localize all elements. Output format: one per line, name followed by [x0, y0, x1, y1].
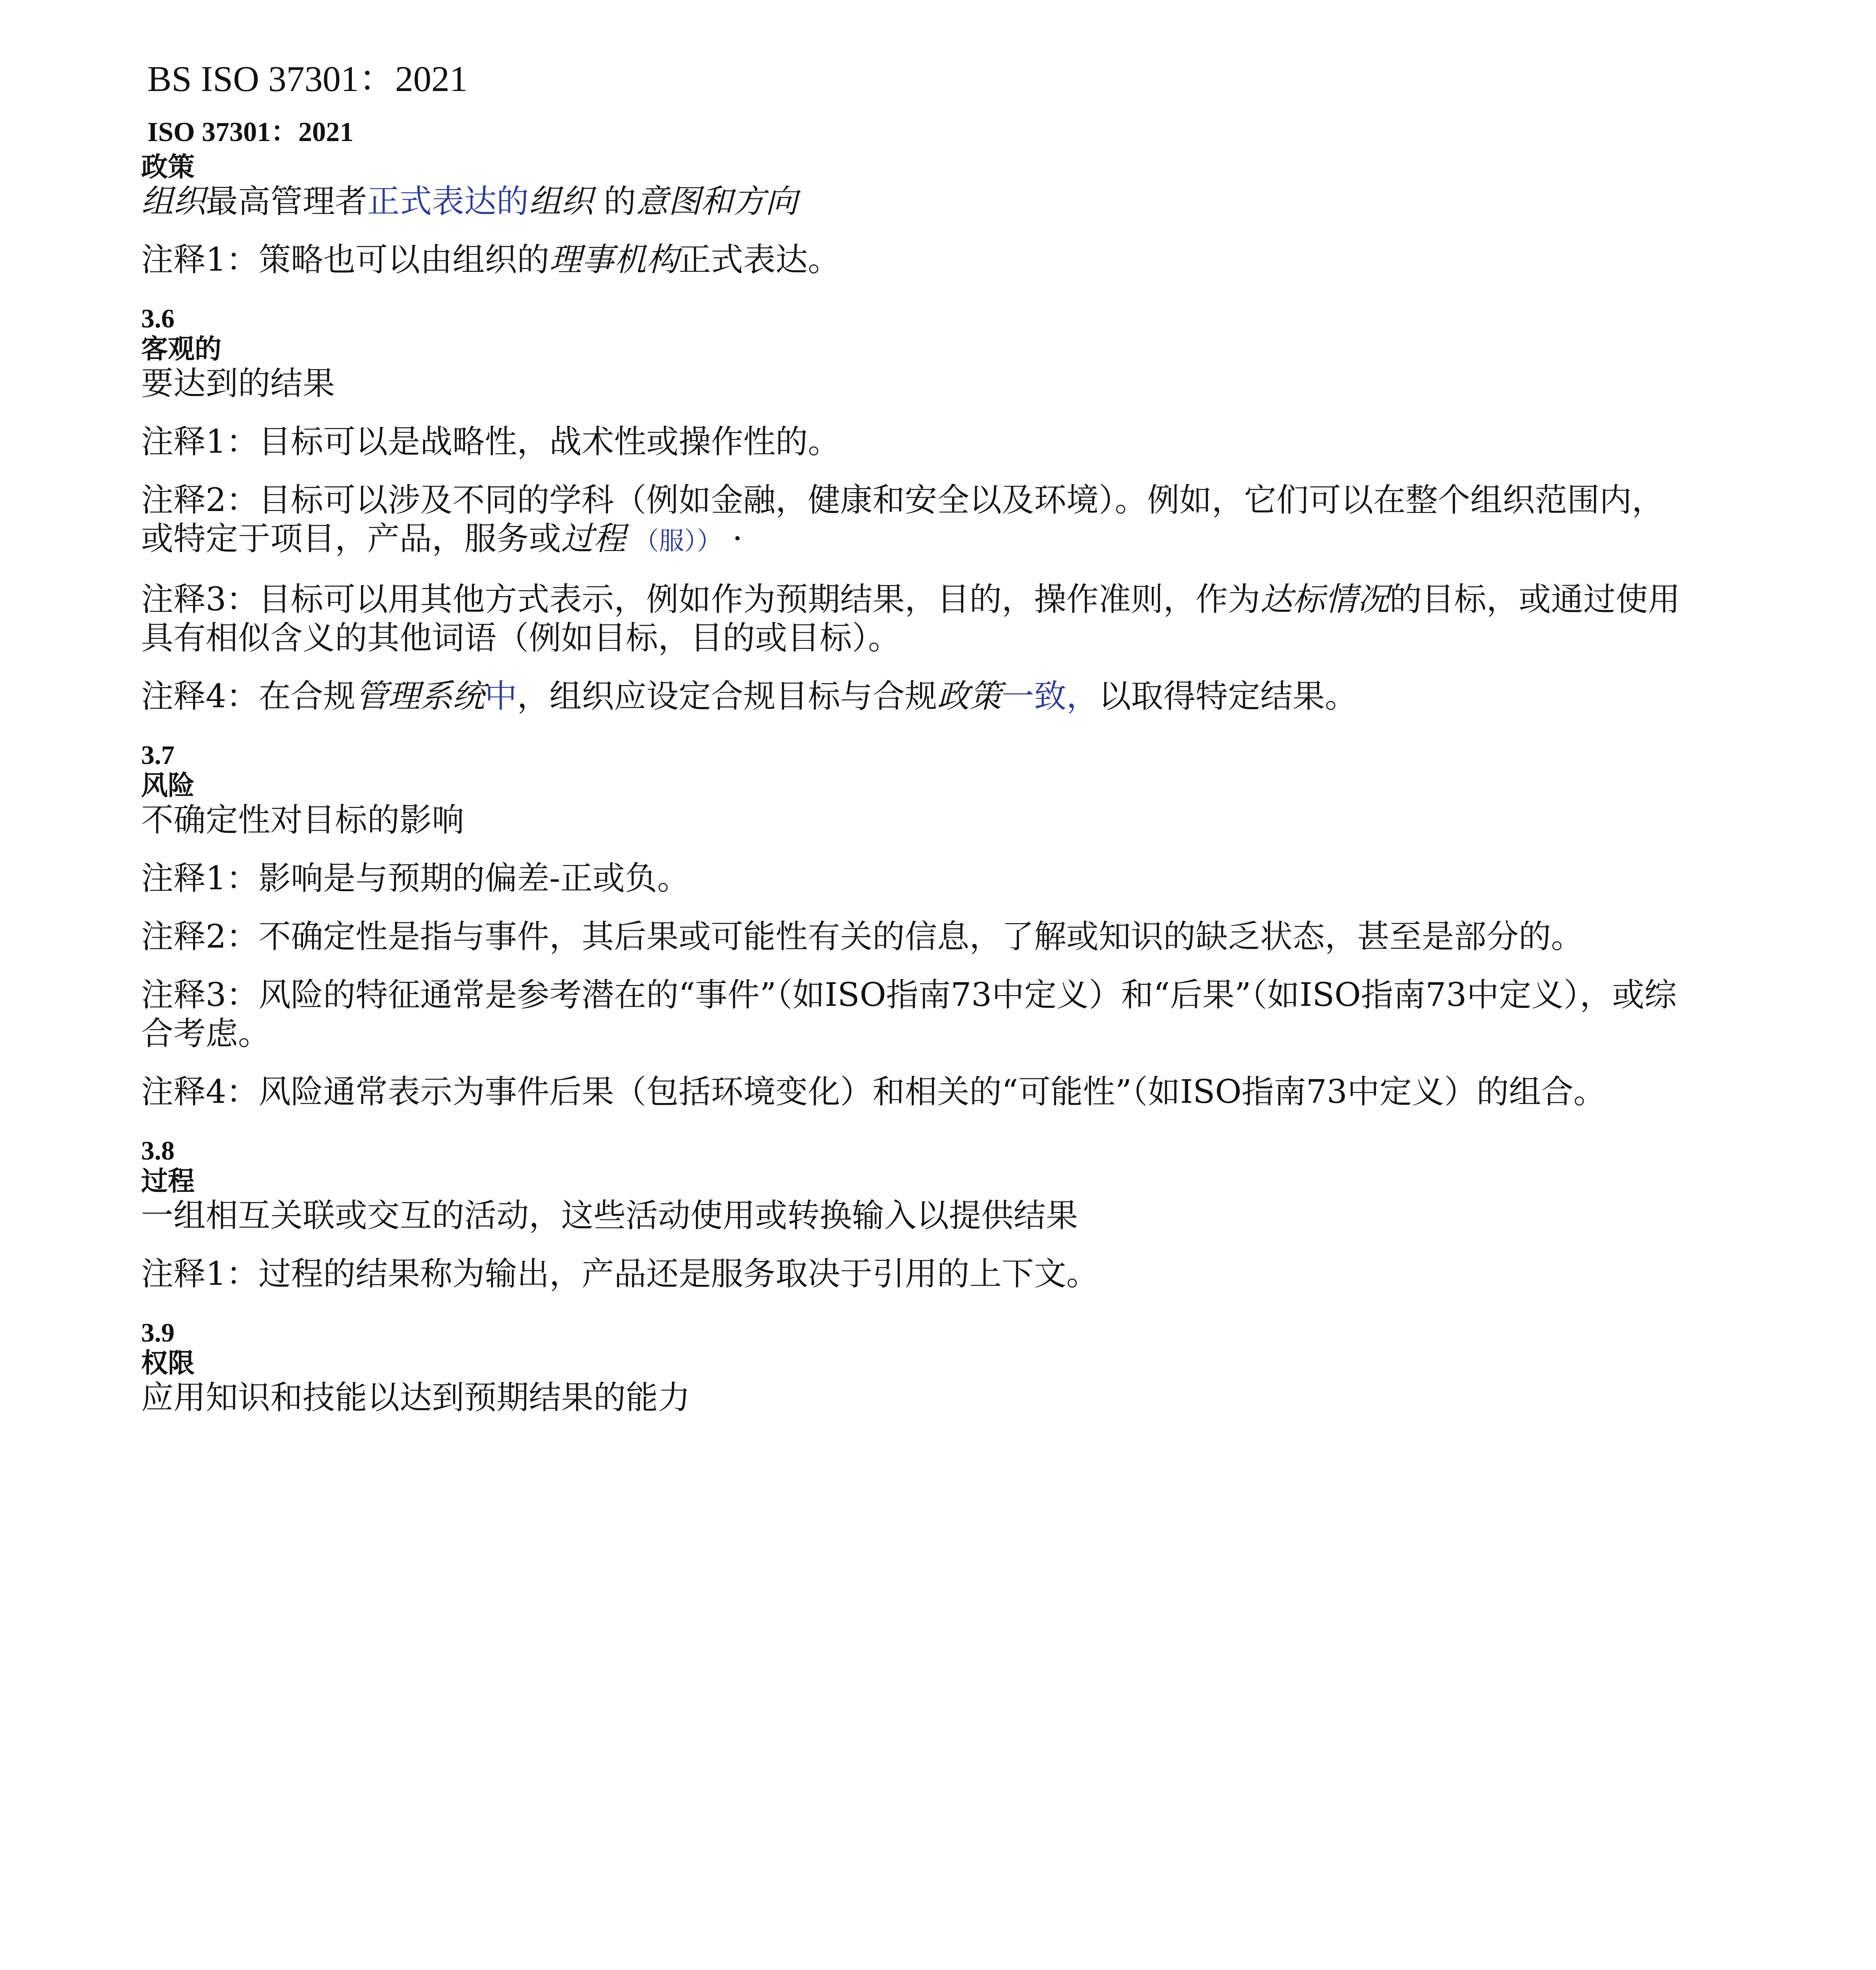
definition-process: 一组相互关联或交互的活动，这些活动使用或转换输入以提供结果: [141, 1197, 1078, 1234]
note-link[interactable]: （服））: [626, 527, 722, 556]
note-link[interactable]: 中: [485, 678, 517, 715]
term-risk: 风险: [141, 770, 195, 801]
definition-objective: 要达到的结果: [141, 365, 335, 402]
note-span: 政策: [937, 678, 1002, 715]
term-number-3-9: 3.9: [141, 1318, 175, 1347]
note-3-7-2: 注释2：不确定性是指与事件，其后果或可能性有关的信息，了解或知识的缺乏状态，甚至是部分的。: [141, 918, 1584, 955]
note-span: 注释3：目标可以用其他方式表示，例如作为预期结果，目的，操作准则，作为: [141, 581, 1261, 618]
note-span: 正式表达。: [679, 241, 840, 279]
note-span: 注释4：在合规: [141, 678, 356, 715]
term-number-3-8: 3.8: [141, 1136, 175, 1165]
note-3-7-4: 注释4：风险通常表示为事件后果（包括环境变化）和相关的“可能性”（如ISO指南73中定义）的组合。: [141, 1073, 1606, 1111]
note-span: 以取得特定结果。: [1099, 678, 1357, 715]
note-3-8-1: 注释1：过程的结果称为输出，产品还是服务取决于引用的上下文。: [141, 1255, 1099, 1293]
standard-designation: BS ISO 37301：2021: [147, 59, 468, 99]
definition-span: 最高管理者: [206, 183, 368, 220]
term-number-3-7: 3.7: [141, 740, 175, 770]
term-policy: 政策: [141, 151, 195, 183]
standard-designation-sub: ISO 37301：2021: [147, 117, 354, 147]
note-span: ·: [732, 520, 743, 558]
term-number-3-6: 3.6: [141, 303, 175, 333]
definition-span: 组织: [141, 183, 206, 220]
term-objective: 客观的: [141, 333, 222, 365]
note-3-7-3: 注释3：风险的特征通常是参考潜在的“事件”（如ISO指南73中定义）和“后果”（如ISO指南73中定义），或综合考虑。: [141, 976, 1677, 1052]
note-3-7-1: 注释1：影响是与预期的偏差-正或负。: [141, 860, 690, 897]
note-span: ，组织应设定合规目标与合规: [517, 678, 937, 715]
note-3-6-1: 注释1：目标可以是战略性，战术性或操作性的。: [141, 423, 840, 461]
note-3-6-3: [141, 580, 1686, 658]
note-span: 注释1：策略也可以由组织的: [141, 241, 550, 279]
definition-link[interactable]: 正式表达的: [367, 183, 529, 220]
note-policy-1: [141, 241, 1686, 279]
term-process: 过程: [141, 1165, 195, 1197]
definition-risk: 不确定性对目标的影响: [141, 801, 465, 839]
definition-competence: 应用知识和技能以达到预期结果的能力: [141, 1379, 691, 1416]
note-span: 管理系统: [355, 678, 485, 715]
note-3-6-2: [141, 481, 1686, 561]
definition-span: 的: [593, 183, 636, 220]
note-span: 的目标，或通过使用具有相似含义的其他词语（例如目标，目的或目标）。: [141, 581, 1681, 657]
note-link[interactable]: 一致，: [1002, 678, 1099, 715]
note-3-6-4: [141, 677, 1686, 716]
document-body: [141, 152, 1686, 1437]
definition-policy: [141, 182, 1686, 221]
note-span: 过程: [561, 520, 626, 558]
term-competence: 权限: [141, 1347, 195, 1379]
definition-span: 意图和方向: [636, 183, 798, 220]
note-span: 达标情况: [1260, 581, 1390, 618]
definition-span: 组织: [529, 183, 594, 220]
note-span: 注释2：目标可以涉及不同的学科（例如金融，健康和安全以及环境）。例如，它们可以在整个组织范围内，或特定于项目，产品，服务或: [141, 481, 1664, 558]
note-span: 理事机构: [549, 241, 679, 279]
